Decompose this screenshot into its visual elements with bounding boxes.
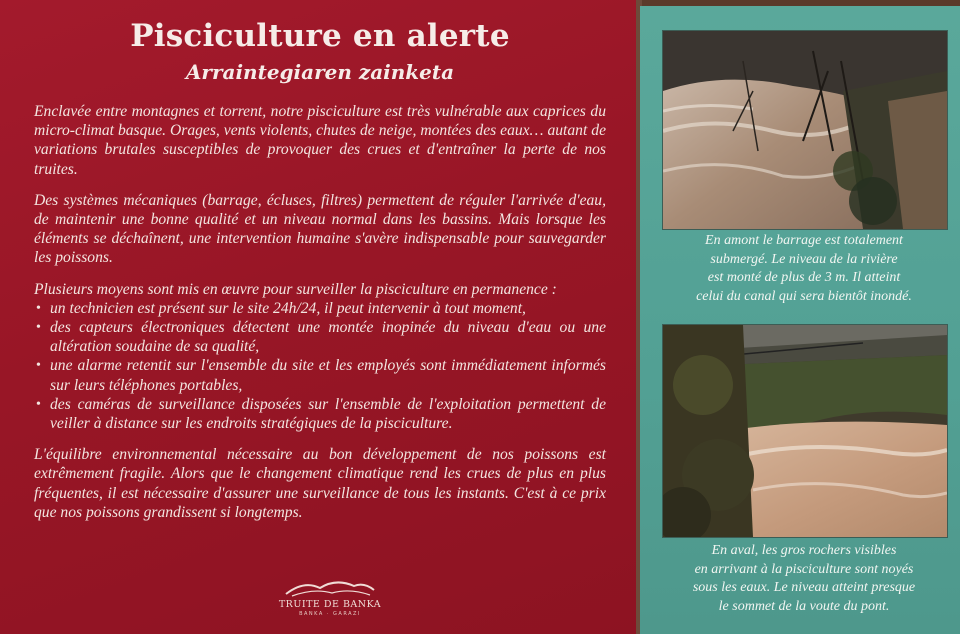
bullet-icon: • <box>36 358 41 374</box>
photo-caption-downstream: En aval, les gros rochers visibles en arrivant à la pisciculture sont noyés sous les eaux. Le niveau atteint presque le sommet de la voute du pont. <box>692 543 916 614</box>
logo-tagline: BANKA · GARAZI <box>299 611 361 617</box>
list-item: • un technicien est présent sur le site 24h/24, il peut intervenir à tout moment, <box>36 299 526 317</box>
photo-caption-upstream: En amont le barrage est totalement submergé. Le niveau de la rivière est monté de plus de 3 m. Il atteint celui du canal qui sera bientôt inondé. <box>696 233 912 304</box>
list-item: • des capteurs électroniques détectent une montée inopinée du niveau d'eau ou une altération soudaine de sa qualité, <box>36 319 606 356</box>
bullet-icon: • <box>36 320 41 336</box>
paragraph-systems: Des systèmes mécaniques (barrage, écluses, filtres) permettent de réguler l'arrivée d'eau, de maintenir une bonne qualité et un niveau normal dans les bassins. Mais lorsque les éléments se déchaînent, une intervention humaine s'avère indispensable pour sauvegarder les poissons. <box>34 191 606 267</box>
means-list <box>34 299 606 433</box>
sign-teal-panel <box>640 6 960 634</box>
sign-body <box>34 102 606 534</box>
paragraph-means: Plusieurs moyens sont mis en œuvre pour surveiller la pisciculture en permanence : <box>34 280 557 298</box>
sign-title: Pisciculture en alerte <box>130 18 510 54</box>
logo-name: TRUITE DE BANKA <box>278 599 382 610</box>
bullet-icon: • <box>36 300 41 316</box>
flood-photo-upstream <box>662 30 948 230</box>
sign-subtitle: Arraintegiaren zainketa <box>185 60 455 84</box>
paragraph-closing: L'équilibre environnemental nécessaire au bon développement de nos poissons est extrêmement fragile. Alors que le changement climatique rend les crues de plus en plus fréquentes, il est nécessaire d'assurer une surveillance de tous les instants. C'est à ce prix que nos poissons grandissent si longtemps. <box>34 446 606 521</box>
list-item: • des caméras de surveillance disposées sur l'ensemble de l'exploitation permettent de veiller à distance sur les endroits stratégiques de la pisciculture. <box>36 395 606 433</box>
truite-de-banka-logo <box>275 576 385 626</box>
flood-photo-downstream <box>662 324 948 538</box>
bullet-icon: • <box>36 396 41 412</box>
paragraph-intro: Enclavée entre montagnes et torrent, notre pisciculture est très vulnérable aux caprices du micro-climat basque. Orages, vents violents, chutes de neige, montées des eaux… autant de variations brutales susceptibles de provoquer des crues et d'entraîner la perte de nos truites. <box>34 103 606 178</box>
list-item: • une alarme retentit sur l'ensemble du site et les employés sont immédiatement informés sur leurs téléphones portables, <box>36 357 606 394</box>
mountain-logo-icon <box>284 576 376 598</box>
